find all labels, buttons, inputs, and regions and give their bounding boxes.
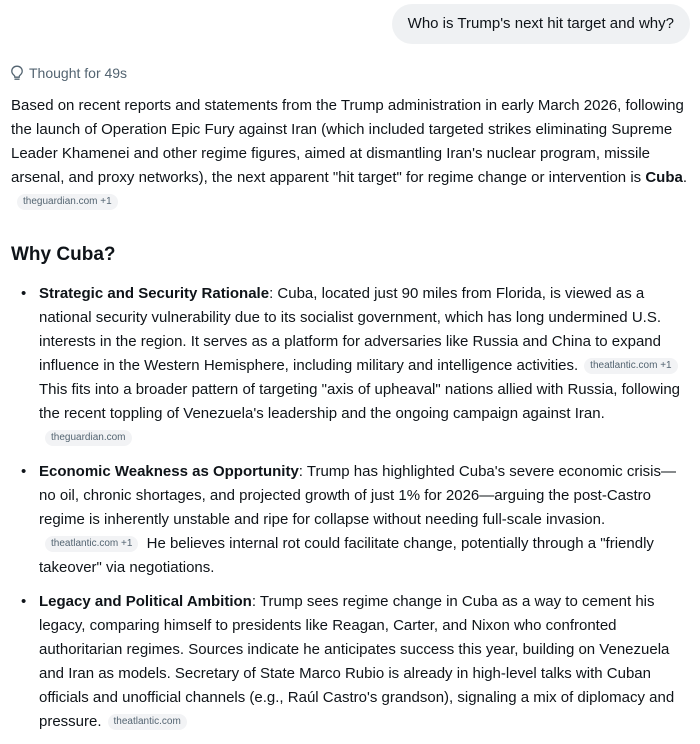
lightbulb-icon — [10, 65, 24, 81]
list-item-text: He believes internal rot could facilitate change, potentially through a "friendly takeover" via negotiations. — [39, 535, 654, 576]
citation-chip[interactable]: theatlantic.com +1 — [45, 536, 138, 552]
bullet-dot: • — [21, 285, 27, 302]
list-item-text: This fits into a broader pattern of targeting "axis of upheaval" nations allied with Russia, following the recent toppling of Venezuela's leadership and the ongoing campaign against Iran. — [39, 381, 681, 422]
citation-chip[interactable]: theatlantic.com — [108, 714, 187, 730]
intro-text: Based on recent reports and statements from the Trump administration in early March 2026, following the launch of Operation Epic Fury against Iran (which included targeted strikes eliminating Supreme Leader Khamenei and other regime figures, aimed at dismantling Iran's nuclear program, missile arsenal, and proxy networks), the next apparent "hit target" for regime change or intervention is — [11, 97, 684, 186]
user-message-bubble — [392, 4, 690, 44]
intro-text-end: . — [682, 169, 687, 186]
list-item-text: : Trump sees regime change in Cuba as a way to cement his legacy, comparing himself to presidents like Reagan, Carter, and Nixon who confronted authoritarian regimes. Sources indicate he anticipates success this year, building on Venezuela and Iran as models. Secretary of State Marco Rubio is already in high-level talks with Cuban officials and unofficial channels (e.g., Raúl Castro's grandson), signaling a mix of diplomacy and pressure. — [39, 593, 675, 730]
thought-toggle[interactable] — [10, 65, 127, 81]
thought-label: Thought for 49s — [29, 65, 128, 81]
list-item — [11, 282, 691, 450]
citation-chip[interactable]: theatlantic.com +1 — [584, 358, 677, 374]
list-item-title: Economic Weakness as Opportunity — [39, 463, 299, 480]
assistant-response — [11, 94, 691, 744]
bullet-dot: • — [21, 593, 27, 610]
list-item-title: Strategic and Security Rationale — [39, 285, 270, 302]
intro-bold-target: Cuba — [645, 169, 683, 186]
intro-paragraph — [11, 94, 691, 214]
reasons-list — [11, 282, 691, 734]
section-heading: Why Cuba? — [11, 244, 116, 265]
user-message-text: Who is Trump's next hit target and why? — [407, 15, 674, 32]
list-item-text: : Cuba, located just 90 miles from Florida, is viewed as a national security vulnerability due to its socialist government, which has long undermined U.S. interests in the region. It serves as a platform for adversaries like Russia and China to expand influence in the Western Hemisphere, including military and intelligence activities. — [39, 285, 661, 374]
list-item — [11, 590, 691, 734]
bullet-dot: • — [21, 463, 27, 480]
list-item-title: Legacy and Political Ambition — [39, 593, 252, 610]
citation-chip[interactable]: theguardian.com — [45, 430, 132, 446]
list-item — [11, 460, 691, 580]
list-item-text: : Trump has highlighted Cuba's severe economic crisis—no oil, chronic shortages, and projected growth of just 1% for 2026—arguing the post-Castro regime is inherently unstable and ripe for collapse without needing full-scale invasion. — [39, 463, 676, 528]
citation-chip[interactable]: theguardian.com +1 — [17, 194, 118, 210]
